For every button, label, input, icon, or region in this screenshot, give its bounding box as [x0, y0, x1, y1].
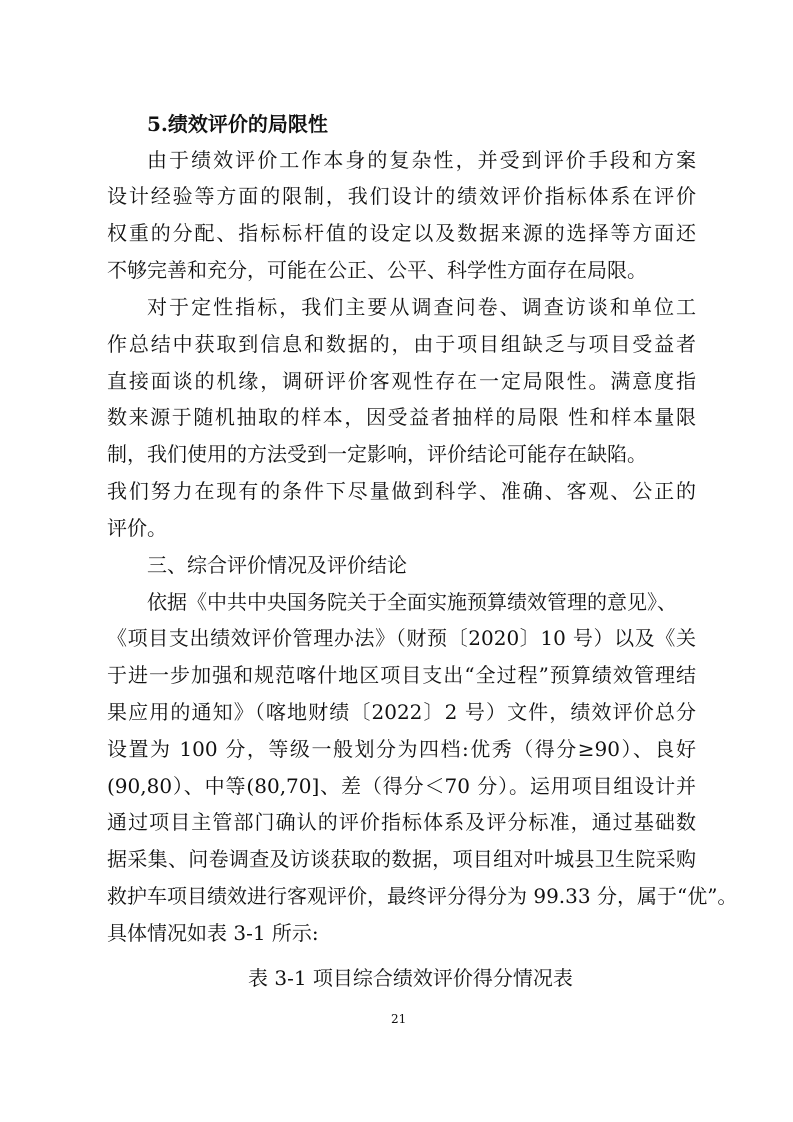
paragraph-line: 《项目支出绩效评价管理办法》（财预〔2020〕10 号）以及《关 — [107, 626, 696, 650]
paragraph-line: 救护车项目绩效进行客观评价，最终评分得分为 99.33 分，属于“优”。 — [107, 884, 738, 908]
paragraph-line: 直接面谈的机缘，调研评价客观性存在一定局限性。满意度指 — [107, 369, 696, 393]
paragraph-line: 通过项目主管部门确认的评价指标体系及评分标准，通过基础数 — [107, 810, 696, 834]
table-caption: 表 3-1 项目综合绩效评价得分情况表 — [248, 966, 573, 990]
section-5-heading: 5.绩效评价的局限性 — [147, 112, 328, 136]
paragraph-line: 设计经验等方面的限制，我们设计的绩效评价指标体系在评价 — [107, 184, 696, 208]
paragraph-line: 数来源于随机抽取的样本，因受益者抽样的局限 性和样本量限 — [107, 405, 696, 429]
paragraph-line: 权重的分配、指标标杆值的设定以及数据来源的选择等方面还 — [107, 221, 696, 245]
paragraph-line: 设置为 100 分，等级一般划分为四档:优秀（得分≥90）、良好 — [107, 737, 696, 761]
paragraph-line: 果应用的通知》（喀地财绩〔2022〕2 号）文件，绩效评价总分 — [107, 700, 696, 724]
paragraph-line: 依据《中共中央国务院关于全面实施预算绩效管理的意见》、 — [147, 590, 677, 614]
paragraph-line: (90,80）、中等(80,70]、差（得分＜70 分）。运用项目组设计并 — [107, 774, 696, 798]
paragraph-line: 评价。 — [107, 516, 167, 540]
section-3-heading: 三、综合评价情况及评价结论 — [147, 553, 407, 577]
paragraph-line: 作总结中获取到信息和数据的，由于项目组缺乏与项目受益者 — [107, 332, 696, 356]
paragraph-line: 具体情况如表 3-1 所示: — [107, 921, 319, 945]
paragraph-line: 不够完善和充分，可能在公正、公平、科学性方面存在局限。 — [107, 258, 647, 282]
page-number: 21 — [391, 1012, 407, 1026]
paragraph-line: 由于绩效评价工作本身的复杂性，并受到评价手段和方案 — [147, 148, 696, 172]
paragraph-line: 我们努力在现有的条件下尽量做到科学、准确、客观、公正的 — [107, 479, 696, 503]
paragraph-line: 制，我们使用的方法受到一定影响，评价结论可能存在缺陷。 — [107, 442, 647, 466]
paragraph-line: 对于定性指标，我们主要从调查问卷、调查访谈和单位工 — [147, 295, 696, 319]
paragraph-line: 据采集、问卷调查及访谈获取的数据，项目组对叶城县卫生院采购 — [107, 847, 696, 871]
paragraph-line: 于进一步加强和规范喀什地区项目支出“全过程”预算绩效管理结 — [107, 663, 696, 687]
